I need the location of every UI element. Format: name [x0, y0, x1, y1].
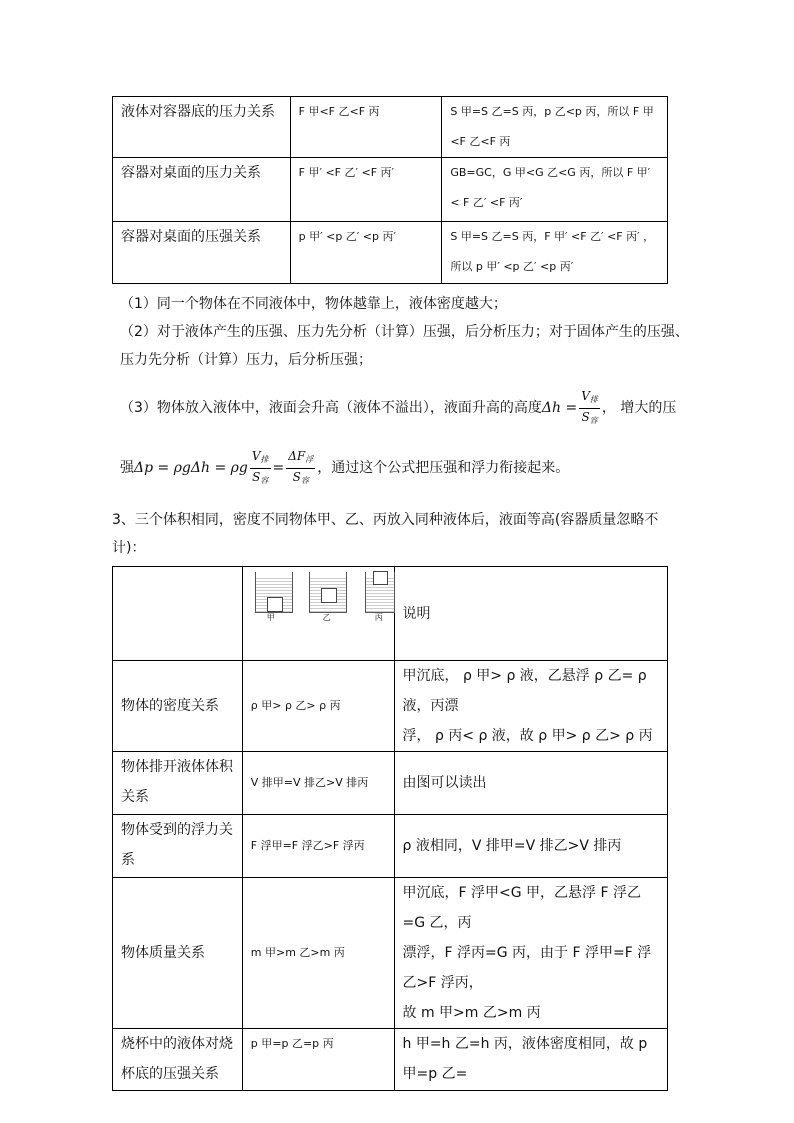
row-value: F 甲<F 乙<F 丙 — [290, 97, 442, 158]
fraction-denominator-sub: 容 — [589, 415, 598, 425]
beaker-label-bing: 丙 — [374, 613, 383, 622]
heading-3a: 3、三个体积相同，密度不同物体甲、乙、丙放入同种液体后，液面等高(容器质量忽略不 — [112, 512, 659, 528]
note-1: （1）同一个物体在不同液体中，物体越靠上，液体密度越大； — [120, 296, 507, 312]
row-desc-line1: 甲沉底，F 浮甲<G 甲，乙悬浮 F 浮乙=G 乙，丙 — [402, 885, 641, 931]
beaker-label-jia: 甲 — [266, 613, 275, 622]
beaker-label-yi: 乙 — [322, 613, 331, 622]
note-3-line2 — [120, 446, 569, 490]
fraction-denominator: S — [292, 469, 301, 484]
row-label — [113, 661, 243, 752]
fraction-numerator: V — [251, 448, 261, 463]
row-label — [113, 878, 243, 1029]
header-description: 说明 — [394, 567, 668, 661]
row-description — [394, 752, 668, 815]
row-desc-line2: 漂浮，F 浮丙=G 丙，由于 F 浮甲=F 浮乙>F 浮丙， — [402, 945, 652, 991]
fraction-v-over-s — [579, 388, 600, 429]
note-2a: （2）对于液体产生的压强、压力先分析（计算）压强，后分析压力；对于固体产生的压强、 — [120, 324, 689, 340]
fraction-numerator-sub: 浮 — [305, 454, 314, 464]
table-header-row — [113, 567, 668, 661]
formula-dh: Δh = — [541, 400, 578, 416]
fraction-numerator-sub: 排 — [260, 454, 269, 464]
formula-dp: Δp = ρgΔh = ρg — [134, 460, 248, 476]
beaker-bing — [365, 572, 395, 613]
row-description — [394, 878, 668, 1029]
row-reason: S 甲=S 乙=S 丙，p 乙<p 丙，所以 F 甲<F 乙<F 丙 — [442, 97, 668, 158]
fraction-denominator-sub: 容 — [300, 475, 309, 485]
row-value: ρ 甲> ρ 乙> ρ 丙 — [242, 661, 394, 752]
row-value: F 甲′ <F 乙′ <F 丙′ — [290, 158, 442, 222]
table-row — [113, 158, 668, 222]
row-value: V 排甲=V 排乙>V 排丙 — [242, 752, 394, 815]
row-label: 容器对桌面的压力关系 — [113, 158, 291, 222]
buoyancy-relations-table — [112, 566, 668, 1091]
row-desc-line1: 由图可以读出 — [402, 775, 487, 791]
fraction-numerator-sub: 排 — [589, 394, 598, 404]
row-value: m 甲>m 乙>m 丙 — [242, 878, 394, 1029]
note-3a: （3）物体放入液体中，液面会升高（液体不溢出），液面升高的高度 — [120, 400, 542, 416]
fraction-numerator: V — [581, 388, 590, 403]
row-label — [113, 1029, 243, 1091]
beaker-figure — [242, 567, 394, 661]
beaker-jia — [255, 572, 293, 613]
table-row — [113, 661, 668, 752]
row-description — [394, 661, 668, 752]
row-description — [394, 815, 668, 878]
beaker-yi — [309, 572, 347, 613]
note-3c-suffix: ，通过这个公式把压强和浮力衔接起来。 — [317, 460, 570, 476]
row-reason: S 甲=S 乙=S 丙，F 甲′ <F 乙′ <F 丙′ ，所以 p 甲′ <p 乙′ <p 丙′ — [442, 222, 668, 284]
row-label-line2: 系 — [121, 852, 135, 868]
row-label-line1: 物体质量关系 — [121, 945, 205, 961]
row-desc-line1: 甲沉底， ρ 甲> ρ 液，乙悬浮 ρ 乙= ρ 液，丙漂 — [402, 668, 647, 714]
note-3b: ， 增大的压 — [601, 400, 677, 416]
row-desc-line3: 故 m 甲>m 乙>m 丙 — [402, 1005, 541, 1021]
table-row — [113, 222, 668, 284]
fraction-df-over-s — [286, 448, 315, 489]
note-2b: 压力先分析（计算）压力，后分析压强； — [120, 352, 372, 368]
table-row — [113, 878, 668, 1029]
row-desc-line2: 浮， ρ 丙< ρ 液，故 ρ 甲> ρ 乙> ρ 丙 — [402, 728, 653, 744]
note-3-line1 — [120, 386, 676, 430]
row-label: 液体对容器底的压力关系 — [113, 97, 291, 158]
row-label-line1: 物体受到的浮力关 — [121, 822, 233, 838]
row-desc-line1: h 甲=h 乙=h 丙，液体密度相同，故 p 甲=p 乙= — [402, 1036, 648, 1082]
table-row — [113, 1029, 668, 1091]
table-row — [113, 815, 668, 878]
heading-3b: 计)： — [112, 540, 146, 556]
row-label-line1: 物体排开液体体积 — [121, 759, 233, 775]
pressure-relations-table — [112, 96, 668, 284]
formula-equals: = — [272, 460, 285, 476]
fraction-denominator: S — [581, 409, 590, 424]
row-value: F 浮甲=F 浮乙>F 浮丙 — [242, 815, 394, 878]
row-description — [394, 1029, 668, 1091]
table-row — [113, 97, 668, 158]
fraction-denominator: S — [252, 469, 261, 484]
row-value: p 甲=p 乙=p 丙 — [242, 1029, 394, 1091]
fraction-v-over-s-2 — [250, 448, 271, 489]
note-3c-prefix: 强 — [120, 460, 134, 476]
header-empty — [113, 567, 243, 661]
row-reason: GB=GC，G 甲<G 乙<G 丙，所以 F 甲′ < F 乙′ <F 丙′ — [442, 158, 668, 222]
row-label-line2: 关系 — [121, 789, 149, 805]
row-label-line1: 烧杯中的液体对烧 — [121, 1036, 233, 1052]
row-label-line1: 物体的密度关系 — [121, 698, 219, 714]
table-row — [113, 752, 668, 815]
fraction-denominator-sub: 容 — [260, 475, 269, 485]
row-desc-line1: ρ 液相同，V 排甲=V 排乙>V 排丙 — [402, 838, 622, 854]
fraction-numerator: ΔF — [288, 448, 306, 463]
row-label — [113, 752, 243, 815]
row-label — [113, 815, 243, 878]
row-label-line2: 杯底的压强关系 — [121, 1066, 219, 1082]
row-value: p 甲′ <p 乙′ <p 丙′ — [290, 222, 442, 284]
row-label: 容器对桌面的压强关系 — [113, 222, 291, 284]
